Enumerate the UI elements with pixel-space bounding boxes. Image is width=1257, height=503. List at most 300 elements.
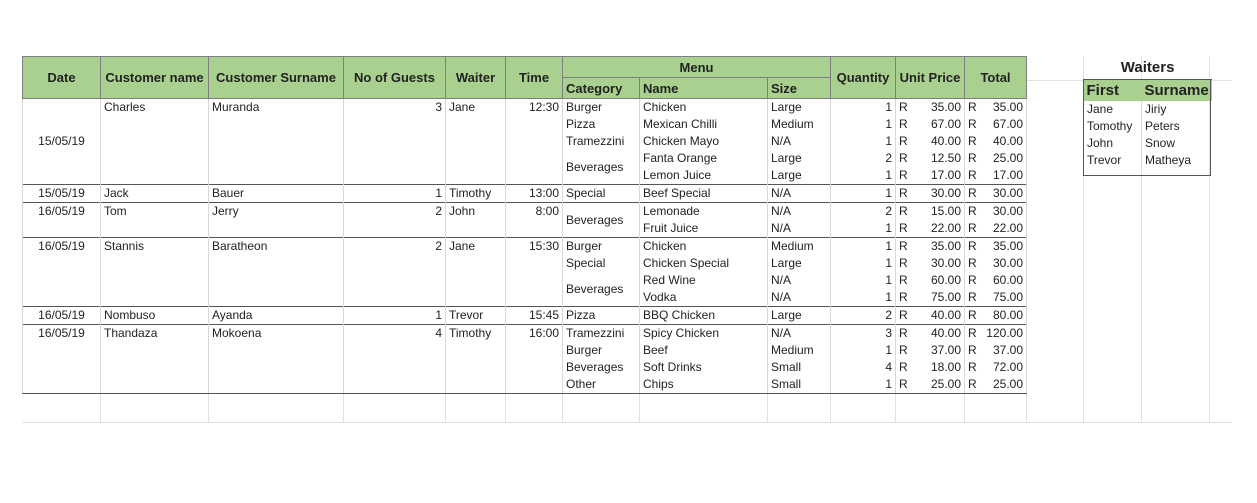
guests-cell[interactable]: 1 [344, 185, 446, 203]
surname-cell[interactable]: Muranda [209, 99, 344, 117]
table-row [23, 238, 1027, 256]
quantity-cell[interactable]: 1 [831, 376, 896, 394]
waiter-surname-cell[interactable]: Matheya [1142, 152, 1212, 169]
waiter-surname-cell[interactable]: Peters [1142, 118, 1212, 135]
unit-price-value: 17.00 [930, 168, 961, 182]
currency-symbol: R [899, 221, 908, 235]
currency-symbol: R [899, 204, 908, 218]
total-cell[interactable] [965, 325, 1027, 343]
size-cell[interactable]: Medium [768, 238, 831, 256]
table-row [23, 289, 1027, 307]
date-cell[interactable]: 16/05/19 [23, 307, 101, 325]
first-name-cell[interactable]: Tom [101, 203, 209, 221]
first-name-cell[interactable] [101, 272, 209, 289]
unit-price-value: 60.00 [930, 273, 961, 287]
unit-price-value: 35.00 [930, 100, 961, 114]
total-cell[interactable] [965, 203, 1027, 221]
header-time[interactable]: Time [506, 57, 563, 99]
table-row [23, 272, 1027, 289]
surname-cell[interactable] [209, 220, 344, 238]
table-row [23, 150, 1027, 167]
date-cell[interactable]: 16/05/19 [23, 325, 101, 343]
guests-cell[interactable] [344, 133, 446, 150]
header-date[interactable]: Date [23, 57, 101, 99]
currency-symbol: R [899, 151, 908, 165]
currency-symbol: R [899, 134, 908, 148]
quantity-cell[interactable]: 1 [831, 238, 896, 256]
surname-cell[interactable] [209, 342, 344, 359]
total-cell[interactable] [965, 167, 1027, 185]
first-name-cell[interactable]: Stannis [101, 238, 209, 256]
waiter-cell[interactable]: John [446, 203, 506, 221]
category-cell[interactable]: Burger [563, 99, 640, 117]
currency-symbol: R [968, 308, 977, 322]
size-cell[interactable]: N/A [768, 325, 831, 343]
time-cell[interactable]: 8:00 [506, 203, 563, 221]
item-name-cell[interactable]: Beef Special [640, 185, 768, 203]
category-cell[interactable]: Tramezzini [563, 325, 640, 343]
time-cell[interactable]: 15:45 [506, 307, 563, 325]
waiter-cell[interactable] [446, 342, 506, 359]
surname-cell[interactable]: Bauer [209, 185, 344, 203]
category-cell[interactable]: Beverages [563, 150, 640, 185]
item-name-cell[interactable]: Lemonade [640, 203, 768, 221]
date-cell[interactable] [23, 289, 101, 307]
currency-symbol: R [968, 360, 977, 374]
date-cell[interactable] [23, 342, 101, 359]
total-cell[interactable] [965, 255, 1027, 272]
time-cell[interactable]: 15:30 [506, 238, 563, 256]
surname-cell[interactable] [209, 255, 344, 272]
date-cell[interactable]: 15/05/19 [23, 99, 101, 185]
date-cell[interactable]: 16/05/19 [23, 238, 101, 256]
currency-symbol: R [968, 100, 977, 114]
total-value: 35.00 [992, 239, 1023, 253]
total-value: 17.00 [992, 168, 1023, 182]
waiter-cell[interactable]: Jane [446, 99, 506, 117]
waiters-title[interactable]: Waiters [1120, 59, 1175, 76]
first-name-cell[interactable]: Charles [101, 99, 209, 117]
header-waiter[interactable]: Waiter [446, 57, 506, 99]
unit-price-cell[interactable] [896, 307, 965, 325]
size-cell[interactable]: Large [768, 307, 831, 325]
total-value: 37.00 [992, 343, 1023, 357]
quantity-cell[interactable]: 1 [831, 167, 896, 185]
surname-cell[interactable] [209, 150, 344, 167]
table-row [23, 133, 1027, 150]
total-cell[interactable] [965, 342, 1027, 359]
item-name-cell[interactable]: Vodka [640, 289, 768, 307]
unit-price-cell[interactable] [896, 325, 965, 343]
surname-cell[interactable] [209, 272, 344, 289]
date-cell[interactable]: 15/05/19 [23, 185, 101, 203]
total-cell[interactable] [965, 185, 1027, 203]
table-row [23, 325, 1027, 343]
currency-symbol: R [899, 186, 908, 200]
waiter-cell[interactable]: Jane [446, 238, 506, 256]
unit-price-cell[interactable] [896, 167, 965, 185]
currency-symbol: R [968, 151, 977, 165]
unit-price-cell[interactable] [896, 255, 965, 272]
unit-price-cell[interactable] [896, 203, 965, 221]
time-cell[interactable] [506, 255, 563, 272]
currency-symbol: R [899, 273, 908, 287]
surname-cell[interactable] [209, 376, 344, 394]
category-cell[interactable]: Beverages [563, 272, 640, 307]
guests-cell[interactable] [344, 220, 446, 238]
currency-symbol: R [968, 377, 977, 391]
guests-cell[interactable] [344, 255, 446, 272]
total-cell[interactable] [965, 99, 1027, 117]
unit-price-value: 40.00 [930, 134, 961, 148]
unit-price-value: 35.00 [930, 239, 961, 253]
size-cell[interactable]: N/A [768, 203, 831, 221]
currency-symbol: R [968, 290, 977, 304]
category-cell[interactable]: Tramezzini [563, 133, 640, 150]
header-unit-price[interactable]: Unit Price [896, 57, 965, 99]
currency-symbol: R [899, 343, 908, 357]
waiter-row [1084, 101, 1212, 118]
header-category[interactable]: Category [563, 78, 640, 99]
total-cell[interactable] [965, 307, 1027, 325]
size-cell[interactable]: N/A [768, 272, 831, 289]
surname-cell[interactable] [209, 289, 344, 307]
unit-price-cell[interactable] [896, 116, 965, 133]
quantity-cell[interactable]: 2 [831, 150, 896, 167]
waiter-cell[interactable] [446, 289, 506, 307]
table-row [23, 255, 1027, 272]
header-total[interactable]: Total [965, 57, 1027, 99]
unit-price-value: 40.00 [930, 326, 961, 340]
waiter-surname-cell[interactable]: Snow [1142, 135, 1212, 152]
time-cell[interactable]: 16:00 [506, 325, 563, 343]
header-quantity[interactable]: Quantity [831, 57, 896, 99]
total-value: 30.00 [992, 186, 1023, 200]
waiter-cell[interactable] [446, 116, 506, 133]
guests-cell[interactable] [344, 167, 446, 185]
unit-price-cell[interactable] [896, 359, 965, 376]
unit-price-value: 18.00 [930, 360, 961, 374]
waiter-cell[interactable]: Trevor [446, 307, 506, 325]
first-name-cell[interactable] [101, 342, 209, 359]
category-cell[interactable]: Pizza [563, 116, 640, 133]
currency-symbol: R [899, 256, 908, 270]
item-name-cell[interactable]: Fruit Juice [640, 220, 768, 238]
quantity-cell[interactable]: 1 [831, 289, 896, 307]
category-cell[interactable]: Beverages [563, 203, 640, 238]
item-name-cell[interactable]: Red Wine [640, 272, 768, 289]
guests-cell[interactable]: 2 [344, 238, 446, 256]
guests-cell[interactable] [344, 359, 446, 376]
waiter-cell[interactable] [446, 359, 506, 376]
surname-cell[interactable]: Jerry [209, 203, 344, 221]
time-cell[interactable] [506, 220, 563, 238]
surname-cell[interactable]: Mokoena [209, 325, 344, 343]
first-name-cell[interactable] [101, 220, 209, 238]
date-cell[interactable] [23, 220, 101, 238]
table-row [23, 203, 1027, 221]
total-value: 80.00 [992, 308, 1023, 322]
quantity-cell[interactable]: 2 [831, 307, 896, 325]
unit-price-value: 37.00 [930, 343, 961, 357]
waiter-row [1084, 135, 1212, 152]
table-row [23, 359, 1027, 376]
time-cell[interactable] [506, 342, 563, 359]
item-name-cell[interactable]: Fanta Orange [640, 150, 768, 167]
table-row [23, 220, 1027, 238]
waiters-first-header[interactable]: First [1084, 80, 1142, 102]
size-cell[interactable]: Medium [768, 116, 831, 133]
category-cell[interactable]: Special [563, 185, 640, 203]
currency-symbol: R [968, 168, 977, 182]
item-name-cell[interactable]: Spicy Chicken [640, 325, 768, 343]
unit-price-value: 40.00 [930, 308, 961, 322]
size-cell[interactable]: N/A [768, 220, 831, 238]
orders-table [22, 56, 1027, 394]
guests-cell[interactable] [344, 342, 446, 359]
guests-cell[interactable] [344, 376, 446, 394]
total-cell[interactable] [965, 359, 1027, 376]
quantity-cell[interactable]: 4 [831, 359, 896, 376]
total-cell[interactable] [965, 116, 1027, 133]
waiter-row [1084, 118, 1212, 135]
currency-symbol: R [899, 290, 908, 304]
category-cell[interactable]: Burger [563, 238, 640, 256]
total-cell[interactable] [965, 289, 1027, 307]
time-cell[interactable] [506, 116, 563, 133]
waiter-first-cell[interactable]: Trevor [1084, 152, 1142, 169]
unit-price-value: 75.00 [930, 290, 961, 304]
waiter-first-cell[interactable]: John [1084, 135, 1142, 152]
date-cell[interactable] [23, 359, 101, 376]
table-row [23, 116, 1027, 133]
waiter-cell[interactable] [446, 150, 506, 167]
currency-symbol: R [968, 273, 977, 287]
waiter-cell[interactable] [446, 167, 506, 185]
first-name-cell[interactable] [101, 289, 209, 307]
item-name-cell[interactable]: Chicken [640, 99, 768, 117]
first-name-cell[interactable] [101, 376, 209, 394]
surname-cell[interactable] [209, 133, 344, 150]
quantity-cell[interactable]: 1 [831, 99, 896, 117]
unit-price-value: 30.00 [930, 186, 961, 200]
currency-symbol: R [968, 256, 977, 270]
size-cell[interactable]: N/A [768, 185, 831, 203]
guests-cell[interactable] [344, 272, 446, 289]
currency-symbol: R [968, 239, 977, 253]
item-name-cell[interactable]: Beef [640, 342, 768, 359]
unit-price-value: 25.00 [930, 377, 961, 391]
first-name-cell[interactable]: Jack [101, 185, 209, 203]
currency-symbol: R [899, 377, 908, 391]
quantity-cell[interactable]: 1 [831, 272, 896, 289]
date-cell[interactable] [23, 255, 101, 272]
header-name[interactable]: Name [640, 78, 768, 99]
currency-symbol: R [968, 117, 977, 131]
size-cell[interactable]: Small [768, 376, 831, 394]
total-value: 22.00 [992, 221, 1023, 235]
category-cell[interactable]: Other [563, 376, 640, 394]
size-cell[interactable]: Medium [768, 342, 831, 359]
first-name-cell[interactable]: Thandaza [101, 325, 209, 343]
header-size[interactable]: Size [768, 78, 831, 99]
time-cell[interactable]: 13:00 [506, 185, 563, 203]
item-name-cell[interactable]: Chicken Special [640, 255, 768, 272]
first-name-cell[interactable] [101, 359, 209, 376]
size-cell[interactable]: N/A [768, 289, 831, 307]
unit-price-cell[interactable] [896, 376, 965, 394]
guests-cell[interactable] [344, 289, 446, 307]
item-name-cell[interactable]: BBQ Chicken [640, 307, 768, 325]
total-value: 72.00 [992, 360, 1023, 374]
first-name-cell[interactable] [101, 150, 209, 167]
total-cell[interactable] [965, 133, 1027, 150]
unit-price-cell[interactable] [896, 185, 965, 203]
quantity-cell[interactable]: 1 [831, 116, 896, 133]
unit-price-cell[interactable] [896, 238, 965, 256]
unit-price-value: 15.00 [930, 204, 961, 218]
total-cell[interactable] [965, 376, 1027, 394]
surname-cell[interactable]: Ayanda [209, 307, 344, 325]
quantity-cell[interactable]: 1 [831, 255, 896, 272]
total-cell[interactable] [965, 238, 1027, 256]
unit-price-cell[interactable] [896, 289, 965, 307]
surname-cell[interactable] [209, 167, 344, 185]
size-cell[interactable]: Large [768, 150, 831, 167]
currency-symbol: R [968, 134, 977, 148]
table-row [23, 167, 1027, 185]
time-cell[interactable] [506, 150, 563, 167]
waiter-cell[interactable]: Timothy [446, 325, 506, 343]
currency-symbol: R [899, 308, 908, 322]
first-name-cell[interactable]: Nombuso [101, 307, 209, 325]
quantity-cell[interactable]: 1 [831, 133, 896, 150]
waiter-first-cell[interactable]: Tomothy [1084, 118, 1142, 135]
waiters-table [1083, 56, 1212, 169]
total-value: 25.00 [992, 377, 1023, 391]
time-cell[interactable] [506, 359, 563, 376]
category-cell[interactable]: Pizza [563, 307, 640, 325]
waiters-surname-header[interactable]: Surname [1142, 80, 1212, 102]
time-cell[interactable] [506, 272, 563, 289]
first-name-cell[interactable] [101, 116, 209, 133]
item-name-cell[interactable]: Chicken [640, 238, 768, 256]
item-name-cell[interactable]: Chips [640, 376, 768, 394]
total-value: 120.00 [986, 326, 1023, 340]
total-value: 75.00 [992, 290, 1023, 304]
date-cell[interactable]: 16/05/19 [23, 203, 101, 221]
date-cell[interactable] [23, 272, 101, 289]
guests-cell[interactable]: 2 [344, 203, 446, 221]
time-cell[interactable] [506, 376, 563, 394]
total-value: 40.00 [992, 134, 1023, 148]
size-cell[interactable]: Small [768, 359, 831, 376]
unit-price-cell[interactable] [896, 220, 965, 238]
header-guests[interactable]: No of Guests [344, 57, 446, 99]
item-name-cell[interactable]: Soft Drinks [640, 359, 768, 376]
currency-symbol: R [968, 326, 977, 340]
size-cell[interactable]: Large [768, 167, 831, 185]
time-cell[interactable]: 12:30 [506, 99, 563, 117]
waiter-first-cell[interactable]: Jane [1084, 101, 1142, 118]
header-customer-surname[interactable]: Customer Surname [209, 57, 344, 99]
size-cell[interactable]: Large [768, 255, 831, 272]
waiter-cell[interactable] [446, 255, 506, 272]
waiter-cell[interactable]: Timothy [446, 185, 506, 203]
surname-cell[interactable]: Baratheon [209, 238, 344, 256]
unit-price-cell[interactable] [896, 342, 965, 359]
first-name-cell[interactable] [101, 255, 209, 272]
table-row [23, 307, 1027, 325]
waiter-cell[interactable] [446, 220, 506, 238]
quantity-cell[interactable]: 3 [831, 325, 896, 343]
guests-cell[interactable]: 3 [344, 99, 446, 117]
guests-cell[interactable] [344, 150, 446, 167]
currency-symbol: R [899, 117, 908, 131]
currency-symbol: R [968, 186, 977, 200]
category-cell[interactable]: Beverages [563, 359, 640, 376]
total-value: 35.00 [992, 100, 1023, 114]
waiter-cell[interactable] [446, 133, 506, 150]
date-cell[interactable] [23, 376, 101, 394]
size-cell[interactable]: Large [768, 99, 831, 117]
quantity-cell[interactable]: 1 [831, 342, 896, 359]
time-cell[interactable] [506, 167, 563, 185]
total-cell[interactable] [965, 220, 1027, 238]
quantity-cell[interactable]: 1 [831, 220, 896, 238]
item-name-cell[interactable]: Mexican Chilli [640, 116, 768, 133]
header-customer-name[interactable]: Customer name [101, 57, 209, 99]
currency-symbol: R [968, 343, 977, 357]
surname-cell[interactable] [209, 359, 344, 376]
category-cell[interactable]: Burger [563, 342, 640, 359]
unit-price-cell[interactable] [896, 133, 965, 150]
quantity-cell[interactable]: 1 [831, 185, 896, 203]
guests-cell[interactable]: 1 [344, 307, 446, 325]
waiter-row [1084, 152, 1212, 169]
unit-price-cell[interactable] [896, 272, 965, 289]
first-name-cell[interactable] [101, 167, 209, 185]
currency-symbol: R [899, 239, 908, 253]
quantity-cell[interactable]: 2 [831, 203, 896, 221]
unit-price-cell[interactable] [896, 99, 965, 117]
unit-price-cell[interactable] [896, 150, 965, 167]
size-cell[interactable]: N/A [768, 133, 831, 150]
currency-symbol: R [899, 360, 908, 374]
item-name-cell[interactable]: Lemon Juice [640, 167, 768, 185]
time-cell[interactable] [506, 133, 563, 150]
total-value: 60.00 [992, 273, 1023, 287]
table-row [23, 185, 1027, 203]
time-cell[interactable] [506, 289, 563, 307]
unit-price-value: 22.00 [930, 221, 961, 235]
header-menu[interactable]: Menu [563, 57, 831, 78]
item-name-cell[interactable]: Chicken Mayo [640, 133, 768, 150]
surname-cell[interactable] [209, 116, 344, 133]
currency-symbol: R [899, 100, 908, 114]
category-cell[interactable]: Special [563, 255, 640, 272]
total-cell[interactable] [965, 150, 1027, 167]
waiter-cell[interactable] [446, 376, 506, 394]
guests-cell[interactable]: 4 [344, 325, 446, 343]
total-cell[interactable] [965, 272, 1027, 289]
guests-cell[interactable] [344, 116, 446, 133]
waiter-cell[interactable] [446, 272, 506, 289]
first-name-cell[interactable] [101, 133, 209, 150]
unit-price-value: 30.00 [930, 256, 961, 270]
total-value: 30.00 [992, 204, 1023, 218]
waiter-surname-cell[interactable]: Jiriy [1142, 101, 1212, 118]
